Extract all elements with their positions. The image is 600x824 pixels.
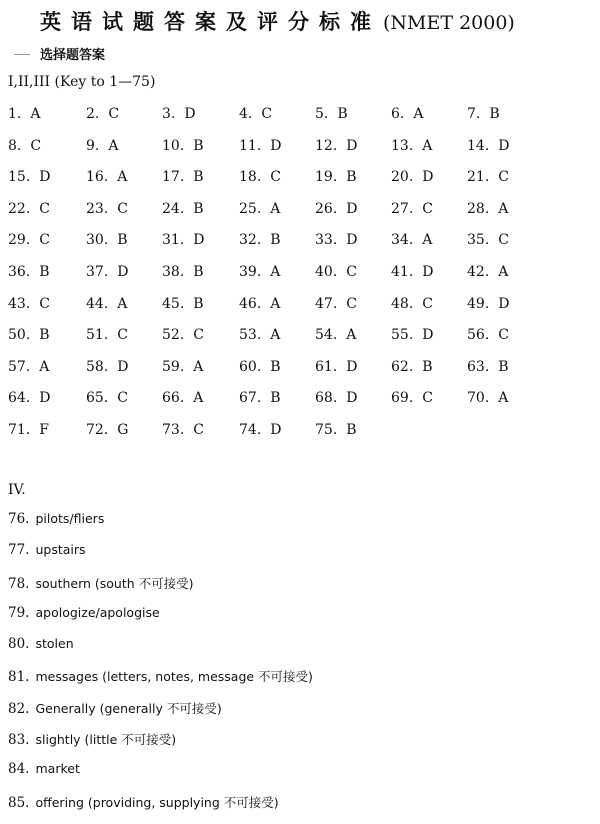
answer-letter: C: [39, 200, 50, 217]
answer-cell: [239, 327, 280, 343]
answer-letter: D: [346, 358, 358, 375]
answer-letter: C: [422, 295, 433, 312]
question-number: 73.: [162, 421, 185, 438]
answer-cell: [8, 296, 50, 312]
question-number: 40.: [315, 263, 338, 280]
answer-letter: D: [422, 263, 434, 280]
question-number: 41.: [391, 263, 414, 280]
answer-cell: [162, 106, 196, 122]
question-number: 34.: [391, 232, 414, 249]
answer-letter: B: [346, 421, 357, 438]
question-number: 27.: [391, 200, 414, 217]
question-number: 22.: [8, 200, 31, 217]
question-number: 9.: [86, 137, 100, 154]
answer-letter: D: [346, 137, 358, 154]
answer-letter: D: [270, 421, 282, 438]
list-item: [8, 730, 313, 761]
item-number: 84.: [8, 761, 30, 778]
answer-letter: B: [193, 200, 204, 217]
answer-letter: A: [422, 232, 433, 249]
item-answer: messages (letters, notes, message 不可接受): [35, 669, 313, 685]
answer-cell: [162, 138, 204, 154]
answer-cell: [162, 232, 205, 248]
item-answer: market: [35, 761, 80, 777]
answer-cell: [8, 201, 50, 217]
answer-cell: [239, 390, 281, 406]
list-item: [8, 605, 313, 636]
question-number: 45.: [162, 295, 185, 312]
answer-cell: [86, 264, 129, 280]
answer-cell: [86, 201, 128, 217]
item-number: 79.: [8, 604, 30, 621]
item-number: 80.: [8, 636, 30, 653]
answer-cell: [8, 232, 50, 248]
answer-cell: [391, 296, 433, 312]
question-number: 23.: [86, 200, 109, 217]
question-number: 14.: [467, 137, 490, 154]
answer-letter: A: [346, 327, 357, 344]
item-number: 85.: [8, 794, 30, 811]
answer-letter: A: [498, 390, 509, 407]
answer-letter: C: [39, 295, 50, 312]
answer-letter: B: [498, 358, 509, 375]
item-answer: Generally (generally 不可接受): [35, 700, 222, 716]
question-number: 46.: [239, 295, 262, 312]
answer-cell: [391, 106, 423, 122]
answer-letter: C: [193, 421, 204, 438]
question-number: 12.: [315, 137, 338, 154]
question-number: 26.: [315, 200, 338, 217]
question-number: 6.: [391, 106, 405, 122]
item-number: 82.: [8, 700, 30, 717]
item-number: 81.: [8, 669, 30, 686]
list-item: [8, 511, 313, 542]
question-number: 60.: [239, 358, 262, 375]
question-number: 7.: [467, 106, 481, 122]
question-number: 59.: [162, 358, 185, 375]
answer-cell: [86, 422, 128, 438]
answer-letter: B: [422, 358, 433, 375]
item-answer: pilots/fliers: [35, 511, 105, 526]
question-number: 17.: [162, 169, 185, 186]
key-heading: I,II,III (Key to 1—75): [8, 74, 156, 90]
question-number: 43.: [8, 295, 31, 312]
question-number: 28.: [467, 200, 490, 217]
answer-letter: B: [117, 232, 128, 249]
answer-letter: A: [498, 263, 509, 280]
item-answer: southern (south 不可接受): [35, 575, 194, 591]
question-number: 8.: [8, 137, 22, 154]
item-answer: offering (providing, supplying 不可接受): [35, 794, 279, 810]
answer-letter: A: [270, 327, 281, 344]
question-number: 57.: [8, 358, 31, 375]
answer-letter: C: [270, 169, 281, 186]
answer-cell: [8, 138, 41, 154]
answer-cell: [315, 169, 357, 185]
answer-cell: [8, 169, 51, 185]
question-number: 5.: [315, 106, 329, 122]
question-number: 21.: [467, 169, 490, 186]
question-number: 62.: [391, 358, 414, 375]
question-number: 19.: [315, 169, 338, 186]
answer-cell: [315, 232, 358, 248]
list-item: [8, 793, 313, 824]
question-number: 33.: [315, 232, 338, 249]
question-number: 48.: [391, 295, 414, 312]
answer-letter: C: [498, 327, 509, 344]
answer-letter: B: [39, 263, 50, 280]
answer-letter: A: [117, 169, 128, 186]
answer-cell: [391, 201, 433, 217]
answer-cell: [86, 359, 129, 375]
answer-cell: [162, 327, 204, 343]
answer-letter: C: [422, 200, 433, 217]
answer-letter: A: [422, 137, 433, 154]
answer-cell: [467, 201, 508, 217]
answer-cell: [162, 390, 203, 406]
answer-cell: [86, 232, 128, 248]
answer-cell: [315, 327, 356, 343]
answer-cell: [391, 138, 432, 154]
answer-letter: D: [346, 200, 358, 217]
answer-cell: [315, 390, 358, 406]
item-number: 77.: [8, 542, 30, 559]
question-number: 55.: [391, 327, 414, 344]
item-number: 78.: [8, 575, 30, 592]
answer-letter: C: [108, 106, 120, 122]
question-number: 52.: [162, 327, 185, 344]
answer-cell: [86, 390, 128, 406]
answer-cell: [8, 422, 49, 438]
answer-cell: [239, 169, 281, 185]
answer-letter: B: [489, 106, 500, 122]
question-number: 36.: [8, 263, 31, 280]
answer-cell: [467, 264, 508, 280]
answer-letter: D: [422, 169, 434, 186]
question-number: 38.: [162, 263, 185, 280]
answer-letter: D: [346, 232, 358, 249]
answer-letter: B: [193, 263, 204, 280]
answer-letter: A: [498, 200, 509, 217]
answer-letter: F: [39, 421, 49, 438]
answer-cell: [467, 327, 509, 343]
question-number: 35.: [467, 232, 490, 249]
question-number: 66.: [162, 390, 185, 407]
answer-letter: A: [270, 200, 281, 217]
question-number: 1.: [8, 106, 22, 122]
question-number: 68.: [315, 390, 338, 407]
answer-cell: [162, 264, 204, 280]
answer-cell: [467, 359, 509, 375]
answer-cell: [162, 422, 204, 438]
question-number: 71.: [8, 421, 31, 438]
question-number: 74.: [239, 421, 262, 438]
question-number: 49.: [467, 295, 490, 312]
question-number: 4.: [239, 106, 253, 122]
answer-letter: B: [270, 390, 281, 407]
answer-letter: C: [498, 169, 509, 186]
title-english: (NMET 2000): [383, 12, 515, 34]
question-number: 31.: [162, 232, 185, 249]
answer-letter: D: [498, 137, 510, 154]
item-answer: stolen: [35, 636, 74, 652]
question-number: 30.: [86, 232, 109, 249]
answer-letter: D: [184, 106, 196, 122]
title-chinese: 英语试题答案及评分标准: [40, 9, 381, 34]
answer-cell: [8, 359, 49, 375]
answer-cell: [315, 138, 358, 154]
list-item: [8, 699, 313, 730]
question-number: 11.: [239, 137, 262, 154]
answer-cell: [391, 390, 433, 406]
question-number: 58.: [86, 358, 109, 375]
answer-cell: [467, 106, 500, 122]
answer-letter: D: [346, 390, 358, 407]
question-number: 16.: [86, 169, 109, 186]
answer-cell: [467, 138, 510, 154]
answer-letter: A: [108, 137, 119, 154]
answer-cell: [315, 264, 357, 280]
answer-letter: C: [117, 200, 128, 217]
part4-list: [8, 511, 313, 824]
answer-cell: [8, 327, 50, 343]
answer-cell: [239, 106, 272, 122]
answer-cell: [391, 359, 433, 375]
question-number: 3.: [162, 106, 176, 122]
answer-letter: B: [337, 106, 348, 122]
answer-cell: [86, 169, 127, 185]
answer-letter: A: [193, 390, 204, 407]
answer-cell: [391, 264, 434, 280]
answer-cell: [315, 106, 348, 122]
answer-letter: B: [270, 232, 281, 249]
answer-cell: [315, 296, 357, 312]
answer-cell: [86, 138, 118, 154]
answer-cell: [8, 390, 51, 406]
answer-letter: C: [39, 232, 50, 249]
answer-cell: [467, 390, 508, 406]
question-number: 70.: [467, 390, 490, 407]
question-number: 75.: [315, 421, 338, 438]
answer-cell: [239, 296, 280, 312]
answer-cell: [467, 232, 509, 248]
answer-letter: C: [498, 232, 509, 249]
question-number: 64.: [8, 390, 31, 407]
question-number: 72.: [86, 421, 109, 438]
answer-letter: B: [270, 358, 281, 375]
answer-letter: C: [422, 390, 433, 407]
answer-cell: [239, 232, 281, 248]
question-number: 42.: [467, 263, 490, 280]
answer-letter: D: [39, 390, 51, 407]
question-number: 2.: [86, 106, 100, 122]
answer-letter: A: [193, 358, 204, 375]
answer-cell: [467, 169, 509, 185]
answer-letter: B: [193, 169, 204, 186]
answer-letter: B: [346, 169, 357, 186]
answer-letter: A: [413, 106, 424, 122]
item-number: 76.: [8, 511, 30, 527]
question-number: 15.: [8, 169, 31, 186]
answer-letter: A: [39, 358, 50, 375]
answer-letter: C: [193, 327, 204, 344]
list-item: [8, 636, 313, 667]
answer-cell: [315, 422, 357, 438]
question-number: 13.: [391, 137, 414, 154]
question-number: 56.: [467, 327, 490, 344]
list-item: [8, 667, 313, 698]
answer-cell: [162, 296, 204, 312]
answer-cell: [391, 327, 434, 343]
question-number: 29.: [8, 232, 31, 249]
answer-letter: D: [117, 358, 129, 375]
list-item: [8, 542, 313, 573]
answer-letter: C: [117, 327, 128, 344]
answer-letter: D: [498, 295, 510, 312]
question-number: 32.: [239, 232, 262, 249]
item-number: 83.: [8, 732, 30, 749]
answer-letter: D: [422, 327, 434, 344]
question-number: 65.: [86, 390, 109, 407]
answer-cell: [239, 201, 280, 217]
question-number: 25.: [239, 200, 262, 217]
answer-cell: [86, 106, 119, 122]
answer-cell: [162, 201, 204, 217]
question-number: 39.: [239, 263, 262, 280]
item-answer: upstairs: [35, 542, 86, 558]
answer-letter: C: [346, 295, 357, 312]
question-number: 20.: [391, 169, 414, 186]
answer-cell: [391, 232, 432, 248]
question-number: 53.: [239, 327, 262, 344]
part4-heading: IV.: [8, 482, 26, 498]
answer-cell: [8, 264, 50, 280]
answer-cell: [86, 327, 128, 343]
answer-cell: [162, 169, 204, 185]
answer-cell: [239, 264, 280, 280]
answer-letter: G: [117, 421, 129, 438]
answer-cell: [86, 296, 127, 312]
list-item: [8, 761, 313, 792]
answer-letter: C: [261, 106, 273, 122]
answer-cell: [162, 359, 203, 375]
answer-letter: A: [270, 263, 281, 280]
answer-letter: D: [39, 169, 51, 186]
section-dash: [14, 54, 30, 55]
question-number: 10.: [162, 137, 185, 154]
answer-letter: D: [117, 263, 129, 280]
question-number: 67.: [239, 390, 262, 407]
answer-letter: C: [117, 390, 128, 407]
answer-letter: C: [30, 137, 42, 154]
answer-letter: D: [193, 232, 205, 249]
answer-letter: B: [193, 137, 204, 154]
list-item: [8, 574, 313, 605]
answer-cell: [239, 422, 282, 438]
answer-letter: A: [270, 295, 281, 312]
page-title: [40, 6, 515, 36]
question-number: 37.: [86, 263, 109, 280]
answer-letter: C: [346, 263, 357, 280]
question-number: 18.: [239, 169, 262, 186]
question-number: 44.: [86, 295, 109, 312]
answer-cell: [315, 201, 358, 217]
question-number: 63.: [467, 358, 490, 375]
answer-cell: [315, 359, 358, 375]
answer-letter: B: [39, 327, 50, 344]
answer-cell: [8, 106, 40, 122]
item-answer: slightly (little 不可接受): [35, 732, 177, 748]
question-number: 24.: [162, 200, 185, 217]
answer-letter: B: [193, 295, 204, 312]
answer-letter: A: [30, 106, 41, 122]
question-number: 50.: [8, 327, 31, 344]
question-number: 47.: [315, 295, 338, 312]
item-answer: apologize/apologise: [35, 604, 160, 620]
question-number: 69.: [391, 390, 414, 407]
question-number: 51.: [86, 327, 109, 344]
answer-cell: [391, 169, 434, 185]
answer-letter: A: [117, 295, 128, 312]
question-number: 61.: [315, 358, 338, 375]
answer-cell: [467, 296, 510, 312]
answer-letter: D: [270, 137, 282, 154]
section-heading: 选择题答案: [40, 48, 106, 63]
question-number: 54.: [315, 327, 338, 344]
answer-cell: [239, 359, 281, 375]
answer-cell: [239, 138, 282, 154]
